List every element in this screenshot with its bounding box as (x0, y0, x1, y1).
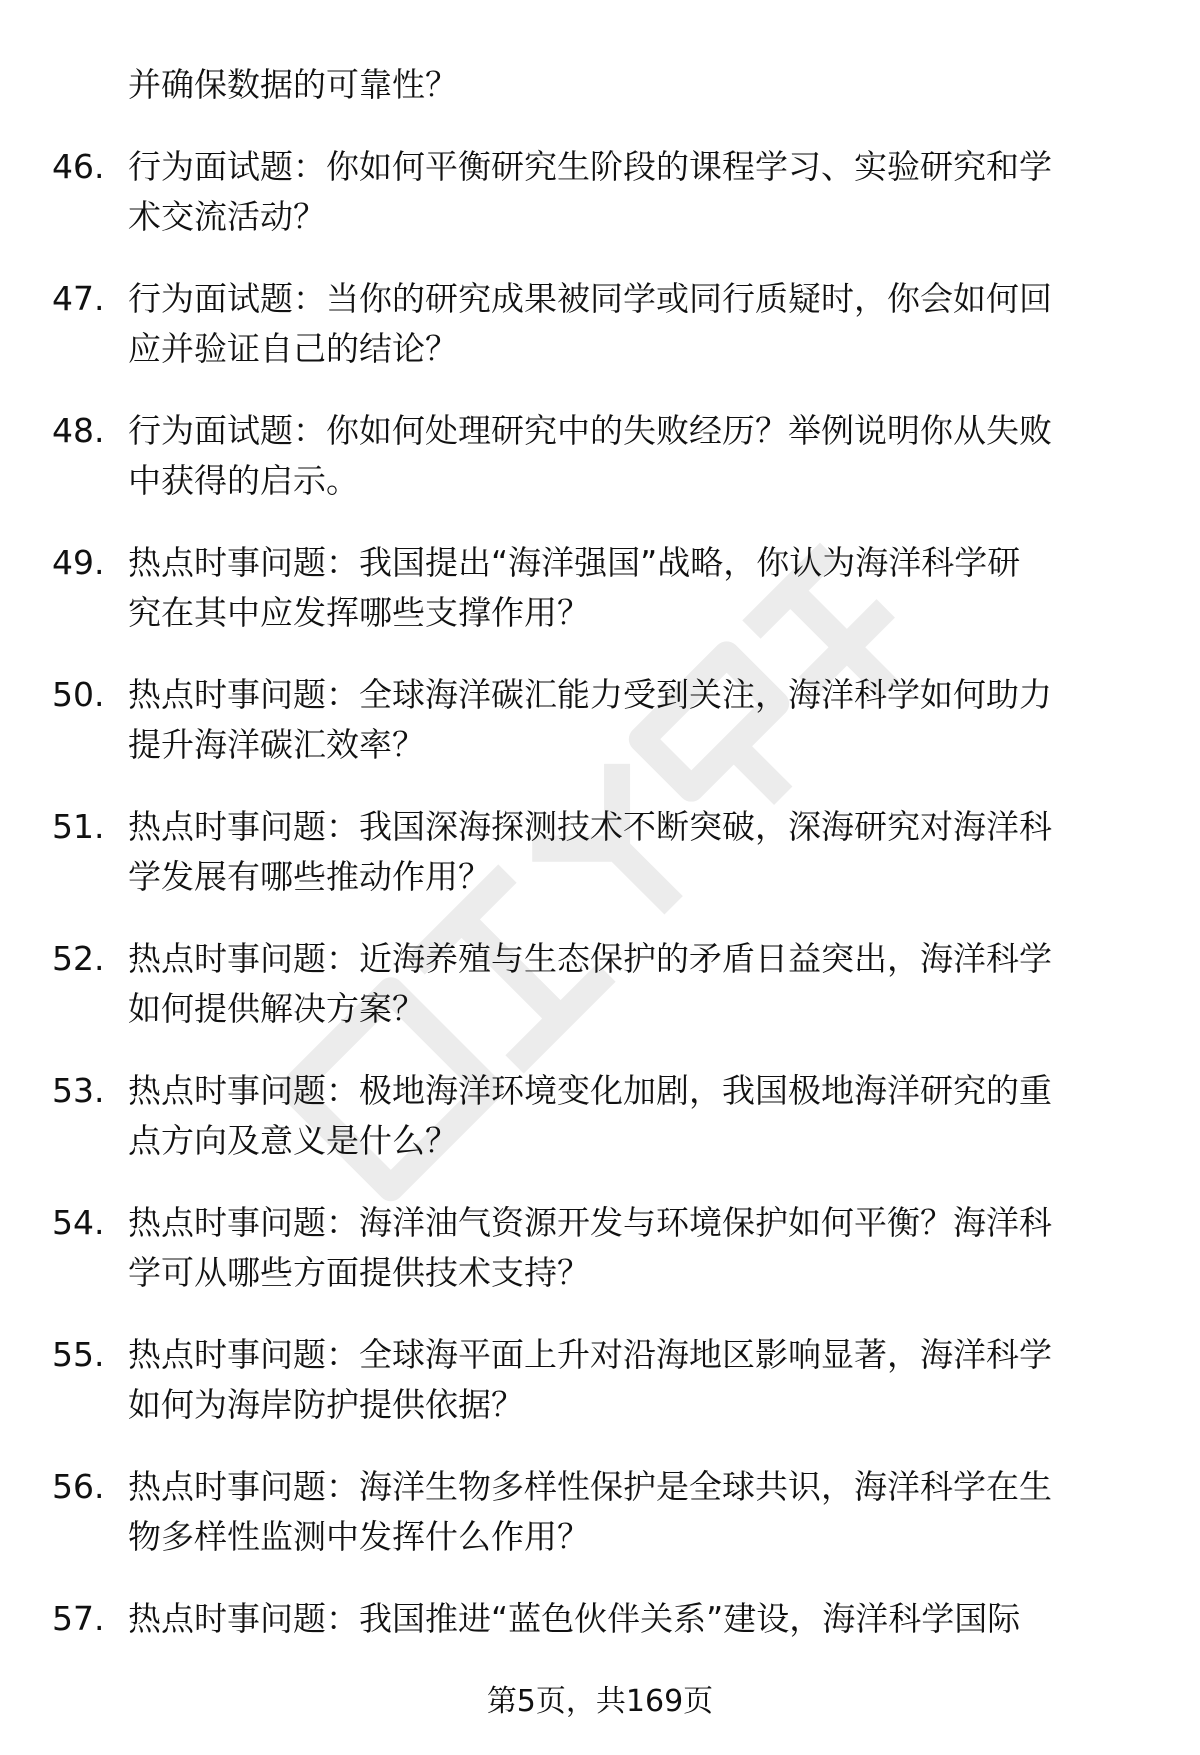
question-text: 行为面试题：当你的研究成果被同学或同行质疑时，你会如何回 应并验证自己的结论？ (128, 279, 1052, 368)
question-text: 热点时事问题：我国深海探测技术不断突破，深海研究对海洋科 学发展有哪些推动作用？ (128, 807, 1052, 896)
continued-line: 并确保数据的可靠性？ (128, 65, 458, 104)
question-text: 热点时事问题：海洋生物多样性保护是全球共识，海洋科学在生 物多样性监测中发挥什么作用？ (128, 1467, 1052, 1556)
question-number: 52. (52, 939, 105, 978)
question-number: 50. (52, 675, 105, 714)
question-text: 热点时事问题：我国提出“海洋强国”战略，你认为海洋科学研 究在其中应发挥哪些支撑作用？ (128, 543, 1021, 632)
question-item (0, 1330, 1200, 1430)
question-number: 49. (52, 543, 105, 582)
page-footer: 第5页，共169页 (486, 1684, 714, 1719)
question-item (0, 934, 1200, 1034)
question-text: 热点时事问题：近海养殖与生态保护的矛盾日益突出，海洋科学 如何提供解决方案？ (128, 939, 1052, 1028)
question-item (0, 1066, 1200, 1166)
question-number: 54. (52, 1203, 105, 1242)
question-text: 热点时事问题：全球海平面上升对沿海地区影响显著，海洋科学 如何为海岸防护提供依据？ (128, 1335, 1052, 1424)
question-item (0, 274, 1200, 374)
question-item (0, 1198, 1200, 1298)
question-text: 热点时事问题：全球海洋碳汇能力受到关注，海洋科学如何助力 提升海洋碳汇效率？ (128, 675, 1052, 764)
question-item (0, 670, 1200, 770)
question-number: 53. (52, 1071, 105, 1110)
question-number: 55. (52, 1335, 105, 1374)
question-number: 51. (52, 807, 105, 846)
question-item (0, 406, 1200, 506)
question-list (0, 60, 1200, 1644)
question-item (0, 142, 1200, 242)
question-text: 热点时事问题：海洋油气资源开发与环境保护如何平衡？海洋科 学可从哪些方面提供技术支持？ (128, 1203, 1052, 1292)
question-text: 行为面试题：你如何平衡研究生阶段的课程学习、实验研究和学 术交流活动？ (128, 147, 1052, 236)
question-item (0, 1594, 1200, 1644)
question-text: 热点时事问题：我国推进“蓝色伙伴关系”建设，海洋科学国际 (128, 1599, 1021, 1638)
question-item (0, 1462, 1200, 1562)
question-text: 行为面试题：你如何处理研究中的失败经历？举例说明你从失败 中获得的启示。 (128, 411, 1052, 500)
question-number: 57. (52, 1599, 105, 1638)
question-item (0, 538, 1200, 638)
question-number: 46. (52, 147, 105, 186)
question-item (0, 802, 1200, 902)
question-number: 48. (52, 411, 105, 450)
question-number: 56. (52, 1467, 105, 1506)
question-number: 47. (52, 279, 105, 318)
question-text: 热点时事问题：极地海洋环境变化加剧，我国极地海洋研究的重 点方向及意义是什么？ (128, 1071, 1052, 1160)
